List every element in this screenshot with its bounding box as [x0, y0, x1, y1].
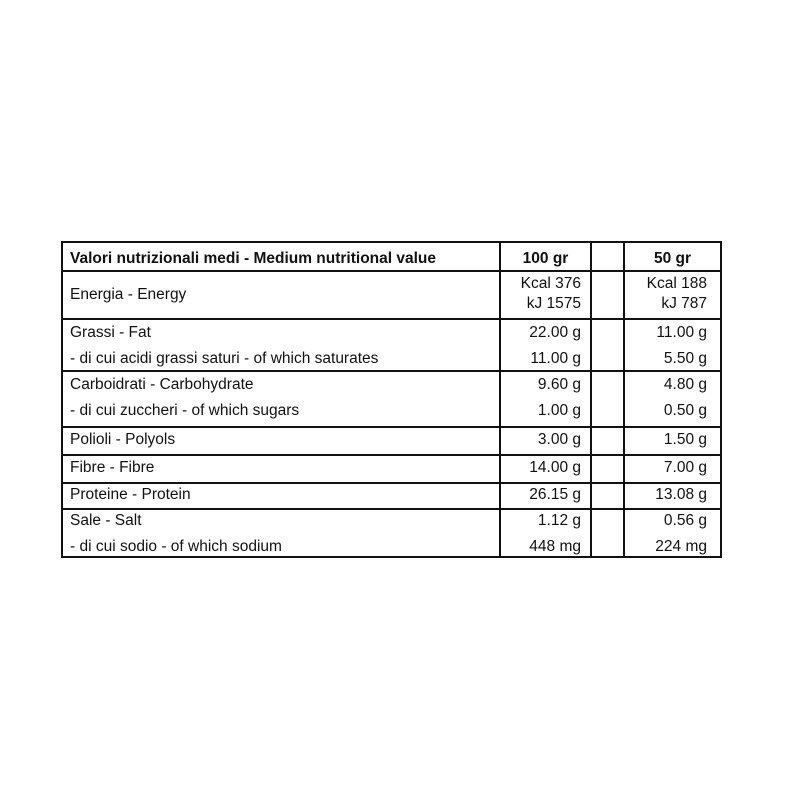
value-100gr: 26.15 g [529, 486, 581, 503]
value-100gr: 22.00 g [529, 324, 581, 341]
table-row [63, 320, 720, 370]
row-label: Fibre - Fibre [70, 459, 155, 476]
table-row [63, 272, 720, 318]
value-50gr: 0.50 g [663, 402, 707, 419]
value-100gr: 11.00 g [530, 350, 581, 367]
value-100gr: Kcal 376 [520, 275, 581, 292]
row-label: Grassi - Fat [70, 324, 151, 341]
table-row [63, 456, 720, 482]
value-100gr: 14.00 g [529, 459, 581, 476]
row-label: Sale - Salt [70, 512, 142, 529]
row-label: Energia - Energy [70, 286, 187, 303]
value-50gr: 7.00 g [663, 459, 707, 476]
row-label: - di cui sodio - of which sodium [70, 538, 282, 555]
value-50gr: 0.56 g [663, 512, 707, 529]
table-row [63, 428, 720, 454]
value-50gr: 1.50 g [663, 431, 707, 448]
value-50gr: 4.80 g [663, 376, 707, 393]
nutrition-table [61, 241, 722, 558]
row-label: Proteine - Protein [70, 486, 191, 503]
value-100gr-kj: kJ 1575 [526, 295, 581, 312]
value-100gr: 448 mg [529, 538, 581, 555]
table-row [63, 372, 720, 426]
table-row [63, 510, 720, 556]
value-100gr: 1.12 g [537, 512, 581, 529]
row-label: - di cui acidi grassi saturi - of which saturates [70, 350, 379, 367]
value-50gr: 13.08 g [655, 486, 707, 503]
table-row [63, 484, 720, 508]
value-100gr: 1.00 g [537, 402, 581, 419]
row-label: Polioli - Polyols [70, 431, 176, 448]
row-label: - di cui zuccheri - of which sugars [70, 402, 300, 419]
value-50gr: 11.00 g [656, 324, 707, 341]
value-50gr: 224 mg [655, 538, 707, 555]
row-label: Carboidrati - Carbohydrate [70, 376, 254, 393]
header-50gr: 50 gr [653, 250, 692, 267]
value-50gr: 5.50 g [663, 350, 707, 367]
header-label: Valori nutrizionali medi - Medium nutritional value [70, 250, 437, 267]
value-100gr: 9.60 g [537, 376, 581, 393]
value-50gr-kj: kJ 787 [661, 295, 707, 312]
table-header-row [63, 243, 720, 270]
value-100gr: 3.00 g [537, 431, 581, 448]
value-50gr: Kcal 188 [646, 275, 707, 292]
header-100gr: 100 gr [522, 250, 569, 267]
